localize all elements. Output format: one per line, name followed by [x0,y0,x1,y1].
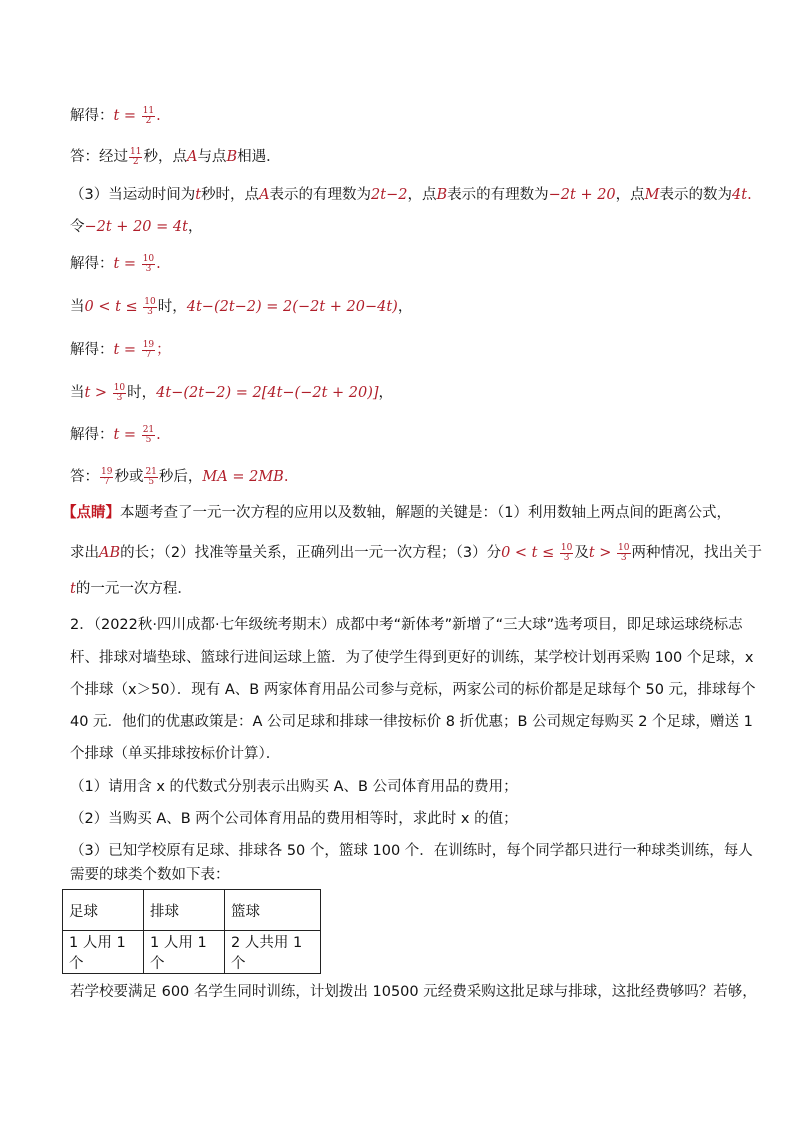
problem2-line-3 [70,680,756,700]
text: 40 元．他们的优惠政策是：A 公司足球和排球一律按标价 8 折优惠；B 公司规定每购买 2 个足球，赠送 1 [70,714,753,730]
math-expr: 4t−(2t−2) = 2(−2t + 20−4t) [186,299,398,315]
math-expr: t = [113,427,141,443]
math-var: AB [99,545,121,561]
text: 求出 [70,545,99,561]
math-end: . [156,256,161,272]
math-end: . [283,469,289,485]
fraction [144,468,157,487]
text: 需要的球类个数如下表： [70,867,230,883]
math-expr: 4t−(2t−2) = 2[4t−(−2t + 20)] [156,385,379,401]
text: 表示的有理数为 [447,187,549,203]
fraction-numerator: 10 [144,296,156,307]
fraction [129,148,142,167]
text: 的一元一次方程． [75,581,192,597]
text: ， [378,385,394,401]
comment-line-1 [62,503,731,523]
question-1 [70,777,518,797]
table-cell: 1 人用 1 个 [63,931,144,974]
fraction [143,298,156,317]
solution-line-5 [70,254,161,274]
fraction [113,384,126,403]
fraction-numerator: 11 [142,105,155,116]
fraction [142,426,155,445]
fraction-denominator: 3 [116,392,123,403]
table-header-cell: 篮球 [225,890,321,931]
table-cell: 2 人共用 1 个 [225,931,321,974]
text: 答：经过 [70,149,128,165]
text: 秒时，点 [201,187,260,203]
question-3 [70,841,753,861]
ball-usage-table [62,889,321,974]
problem2-line-1 [70,615,743,635]
fraction [142,107,155,126]
text: 及 [574,545,589,561]
math-var: M [644,187,660,203]
math-expr: t > [84,385,112,401]
math-expr: 4t [732,187,748,203]
text: 令 [70,219,85,235]
text: 秒后， [158,469,203,485]
comment-tag: 【点睛】 [62,505,120,521]
problem2-line-4 [70,712,753,732]
table-header-cell: 足球 [63,890,144,931]
fraction-denominator: 3 [620,552,627,563]
fraction-denominator: 3 [563,552,570,563]
solution-line-1 [70,106,161,126]
fraction-denominator: 7 [145,349,152,360]
fraction-denominator: 5 [148,476,155,487]
fraction-numerator: 19 [142,339,155,350]
math-var: t [195,187,202,203]
solution-line-9 [70,425,161,445]
math-expr: 0 < t ≤ [84,299,143,315]
text: 秒或 [114,469,144,485]
comment-line-3 [70,579,192,599]
text: ，点 [407,187,437,203]
text: 与点 [197,149,227,165]
math-var: B [226,149,238,165]
text: 杆、排球对墙垫球、篮球行进间运球上篮．为了使学生得到更好的训练，某学校计划再采购 100 个足球，x [70,650,754,666]
text: 时， [127,385,157,401]
problem2-line-2 [70,648,753,668]
math-expr: −2t + 20 = 4t [84,219,188,235]
text: 解得： [70,256,114,272]
text: 时， [157,299,187,315]
math-end: ； [156,342,171,358]
fraction [617,544,630,563]
math-end: . [156,427,161,443]
text: ，点 [615,187,645,203]
math-expr: −2t + 20 [548,187,616,203]
fraction-numerator: 11 [130,146,142,157]
solution-line-4 [70,217,202,237]
math-end: . [747,187,752,203]
text: 两种情况，找出关于 [631,545,762,561]
text: （3）当运动时间为 [70,187,196,203]
solution-line-3 [70,185,752,205]
text: 解得： [70,108,114,124]
fraction-denominator: 2 [132,156,139,167]
comment-line-2 [70,543,762,563]
fraction [560,544,573,563]
text: ， [187,219,203,235]
fraction [100,468,113,487]
fraction-numerator: 21 [145,466,157,477]
table-cell: 1 人用 1 个 [144,931,225,974]
table-header-cell: 排球 [144,890,225,931]
problem2-line-5 [70,744,280,764]
fraction [142,255,155,274]
fraction-numerator: 10 [560,542,573,553]
text: 2．（2022秋·四川成都·七年级统考期末）成都中考“新体考”新增了“三大球”选考项目，即足球运球绕标志 [70,617,743,633]
math-var: B [436,187,448,203]
text: 的长；（2）找准等量关系，正确列出一元一次方程；（3）分 [120,545,502,561]
text: 答： [70,469,99,485]
text: 相遇． [237,149,281,165]
fraction-denominator: 3 [147,306,153,317]
text: （3）已知学校原有足球、排球各 50 个，篮球 100 个．在训练时，每个同学都只进行一种球类训练，每人 [70,843,753,859]
math-expr: 2t−2 [371,187,408,203]
text: 解得： [70,427,114,443]
math-eq: = [119,108,141,124]
fraction-denominator: 7 [103,476,110,487]
math-var: t [113,108,120,124]
fraction-numerator: 10 [142,253,155,264]
fraction [142,341,155,360]
text: （1）请用含 x 的代数式分别表示出购买 A、B 公司体育用品的费用； [70,779,518,795]
fraction-numerator: 10 [113,382,126,393]
text: 解得： [70,342,114,358]
math-expr: t = [113,342,141,358]
text: 当 [70,385,85,401]
problem2-last-line [70,982,757,1002]
text: 若学校要满足 600 名学生同时训练，计划拨出 10500 元经费采购这批足球与排球，这批经费够吗？若够， [70,984,757,1000]
math-var: A [259,187,270,203]
fraction-numerator: 19 [101,466,113,477]
fraction-denominator: 3 [145,263,152,274]
solution-line-6 [70,297,412,317]
math-expr: 0 < t ≤ [501,545,559,561]
text: 当 [70,299,85,315]
text: 秒，点 [143,149,187,165]
math-var: t [70,581,76,597]
text: 个排球（单买排球按标价计算）． [70,746,281,762]
table-row [63,890,321,931]
math-expr: MA = 2MB [202,469,284,485]
text: （2）当购买 A、B 两个公司体育用品的费用相等时，求此时 x 的值； [70,811,518,827]
table-row [63,931,321,974]
fraction-numerator: 21 [142,424,155,435]
text: 表示的有理数为 [269,187,372,203]
question-3-cont [70,865,230,885]
solution-line-8 [70,383,393,403]
math-expr: t > [588,545,617,561]
text: 本题考查了一元一次方程的应用以及数轴，解题的关键是：（1）利用数轴上两点间的距离公式， [120,505,731,521]
math-end: . [156,108,161,124]
text: ， [397,299,413,315]
math-expr: t = [113,256,141,272]
fraction-denominator: 5 [145,434,152,445]
question-2 [70,809,518,829]
solution-answer-line [70,467,288,487]
solution-line-7 [70,340,171,360]
solution-line-2 [70,147,281,167]
math-var: A [186,149,198,165]
text: 个排球（x＞50）．现有 A、B 两家体育用品公司参与竞标，两家公司的标价都是足球每个 50 元，排球每个 [70,682,756,698]
fraction-denominator: 2 [145,115,152,126]
text: 表示的数为 [659,187,733,203]
fraction-numerator: 10 [618,542,630,553]
